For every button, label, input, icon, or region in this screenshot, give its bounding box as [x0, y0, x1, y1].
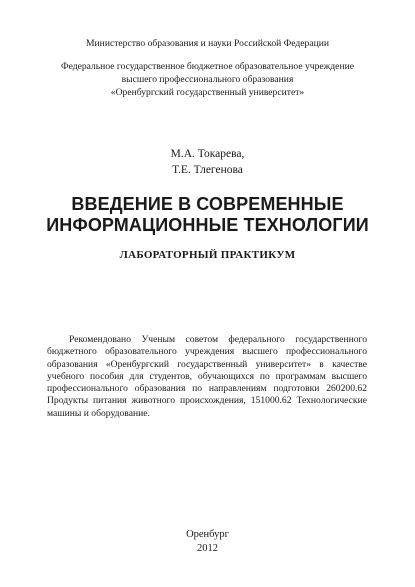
institution-line: Федеральное государственное бюджетное образовательное учреждение [61, 61, 354, 72]
title-line: ВВЕДЕНИЕ В СОВРЕМЕННЫЕ [71, 194, 344, 214]
recommendation-paragraph: Рекомендовано Ученым советом федерального государственного бюджетного образовательного учреждения высшего профессионального образования «Оренбургский государственный университет» в качестве учебного пособия для студентов, обучающихся по программам высшего профессионального образования по направлениям подготовки 260200.62 Продукты питания животного происхождения, 151000.62 Технологические машины и оборудование. [47, 334, 367, 419]
publication-city: Оренбург [186, 529, 229, 540]
institution-line: высшего профессионального образования [121, 74, 294, 85]
author-name: Т.Е. Тлегенова [172, 164, 243, 176]
ministry-line: Министерство образования и науки Российской Федерации [86, 38, 329, 49]
institution-block [0, 60, 415, 99]
document-subtitle: ЛАБОРАТОРНЫЙ ПРАКТИКУМ [119, 249, 296, 261]
document-title [0, 194, 415, 236]
authors-block [0, 146, 415, 178]
title-line: ИНФОРМАЦИОННЫЕ ТЕХНОЛОГИИ [46, 215, 369, 235]
author-name: М.А. Токарева, [170, 148, 245, 160]
institution-line: «Оренбургский государственный университет» [110, 87, 305, 98]
publication-year: 2012 [197, 543, 218, 554]
